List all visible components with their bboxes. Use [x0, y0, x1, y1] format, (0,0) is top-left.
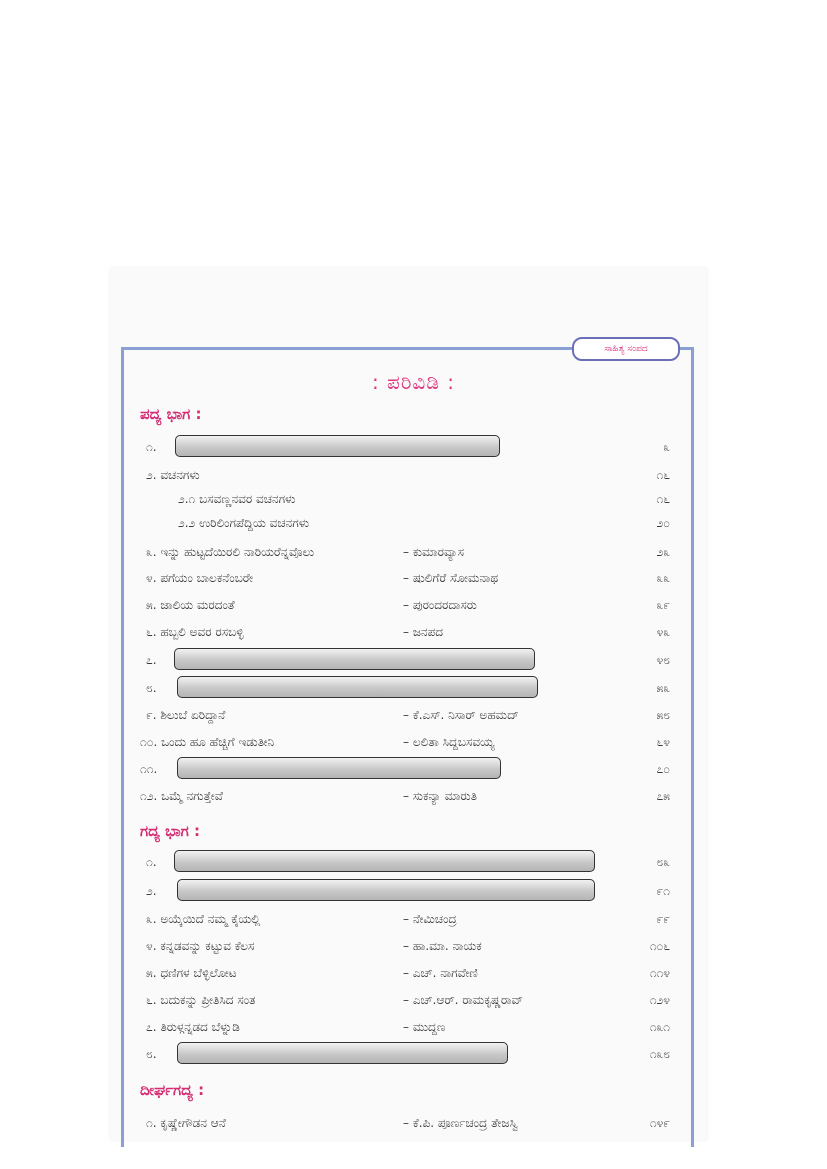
toc-label: ೪. ಪಗೆಯಂ ಬಾಲಕನೆಂಬರೇ — [146, 571, 254, 585]
toc-label: ೬. ಹಬ್ಬಲಿ ಅವರ ರಸಬಳ್ಳಿ — [146, 625, 244, 639]
toc-row — [0, 648, 827, 672]
toc-label: ೮. — [146, 1047, 157, 1061]
toc-author: – ಪುರಂದರದಾಸರು — [403, 598, 477, 612]
page-title: : ಪರಿವಿಡಿ : — [371, 370, 456, 394]
toc-page-number: ೯೯ — [656, 912, 670, 926]
toc-page-number: ೯೧ — [656, 884, 670, 898]
toc-author: – ಹಾ.ಮಾ. ನಾಯಕ — [403, 939, 482, 953]
section-heading-dirghagadya: ದೀರ್ಘಗದ್ಯ : — [140, 1081, 205, 1099]
toc-page-number: ೧೬ — [656, 468, 670, 482]
toc-label: ೫. ಜಾಲಿಯ ಮರದಂತೆ — [146, 598, 235, 612]
toc-label: ೭. ತಿರುಳ್ಗನ್ನಡದ ಬೆಳ್ನುಡಿ — [146, 1020, 240, 1034]
series-tag: ಸಾಹಿತ್ಯ ಸಂಪದ — [572, 337, 680, 361]
toc-page-number: ೭೦ — [656, 762, 670, 776]
toc-row — [0, 988, 827, 1012]
section-heading-gadya: ಗದ್ಯ ಭಾಗ : — [140, 822, 200, 840]
toc-page-number: ೨೩ — [656, 545, 670, 559]
toc-label: ೧. ಕೃಷ್ಣೇಗೌಡನ ಆನೆ — [146, 1116, 226, 1130]
toc-row — [0, 879, 827, 903]
redaction-bar — [177, 1042, 508, 1064]
toc-row — [0, 593, 827, 617]
toc-author: – ಎಚ್.ಆರ್. ರಾಮಕೃಷ್ಣರಾವ್ — [403, 993, 524, 1007]
toc-row — [0, 487, 827, 511]
toc-label: ೯. ಶಿಲುಬೆ ಏರಿದ್ದಾನೆ — [146, 708, 226, 722]
toc-row — [0, 435, 827, 459]
toc-author: – ಷುಲಿಗೆರೆ ಸೋಮನಾಥ — [403, 571, 499, 585]
toc-page-number: ೩೩ — [656, 571, 670, 585]
toc-row — [0, 1111, 827, 1135]
toc-row — [0, 850, 827, 874]
redaction-bar — [177, 879, 595, 901]
toc-page-number: ೧೩೧ — [649, 1020, 670, 1034]
toc-label: ೮. — [146, 681, 157, 695]
toc-page-number: ೨೦ — [656, 516, 670, 530]
toc-author: – ನೇಮಿಚಂದ್ರ — [403, 912, 457, 926]
toc-page-number: ೭೫ — [656, 789, 670, 803]
redaction-bar — [177, 757, 501, 779]
toc-page-number: ೮೩ — [656, 855, 670, 869]
toc-author: – ಸುಕನ್ಯಾ ಮಾರುತಿ — [403, 789, 477, 803]
toc-page-number: ೬೪ — [656, 735, 670, 749]
toc-label: ೧೦. ಒಂದು ಹೂ ಹೆಚ್ಚಿಗೆ ಇಡುತೀನಿ — [140, 735, 275, 749]
toc-label: ೪. ಕನ್ನಡವನ್ನು ಕಟ್ಟುವ ಕೆಲಸ — [146, 939, 255, 953]
toc-author: – ಎಚ್. ನಾಗವೇಣಿ — [403, 966, 478, 980]
toc-row — [0, 961, 827, 985]
toc-row — [0, 566, 827, 590]
toc-row — [0, 934, 827, 958]
toc-row — [0, 784, 827, 808]
toc-page-number: ೧೬ — [656, 492, 670, 506]
toc-page-number: ೧೩೮ — [649, 1047, 670, 1061]
toc-label: ೧೨. ಒಮ್ಮೆ ನಗುತ್ತೇವೆ — [140, 789, 223, 803]
toc-page-number: ೧೨೪ — [649, 993, 670, 1007]
redaction-bar — [175, 435, 500, 457]
toc-author: – ಮುದ್ದಣ — [403, 1020, 446, 1034]
toc-page-number: ೫೮ — [656, 708, 670, 722]
redaction-bar — [174, 850, 595, 872]
toc-label: ೫. ಧಣಿಗಳ ಬೆಳ್ಳಿಲೋಟ — [146, 966, 237, 980]
toc-row — [0, 730, 827, 754]
toc-label: ೩. ಅಯ್ಕೆಯಿದೆ ನಮ್ಮ ಕೈಯಲ್ಲಿ — [146, 912, 261, 926]
toc-label: ೧. — [146, 440, 157, 454]
toc-page-number: ೧೦೬ — [649, 939, 670, 953]
toc-author: – ಕೆ.ಎಸ್. ನಿಸಾರ್ ಅಹಮದ್ — [403, 708, 519, 722]
toc-row — [0, 676, 827, 700]
toc-label: ೭. — [146, 653, 157, 667]
toc-row — [0, 703, 827, 727]
toc-label: ೨.೨ ಉರಿಲಿಂಗಪೆದ್ದಿಯ ವಚನಗಳು — [178, 516, 310, 530]
toc-label: ೨. — [146, 884, 157, 898]
toc-row — [0, 511, 827, 535]
toc-page-number: ೪೩ — [656, 625, 670, 639]
toc-label: ೨. ವಚನಗಳು — [146, 468, 200, 482]
toc-page-number: ೩ — [663, 440, 670, 454]
toc-row — [0, 757, 827, 781]
toc-label: ೧೧. — [140, 762, 158, 776]
toc-author: – ಕುಮಾರವ್ಯಾಸ — [403, 545, 464, 559]
toc-page-number: ೪೮ — [656, 653, 670, 667]
toc-label: ೨.೧ ಬಸವಣ್ಣನವರ ವಚನಗಳು — [178, 492, 296, 506]
toc-row — [0, 620, 827, 644]
toc-page-number: ೫೩ — [656, 681, 670, 695]
redaction-bar — [177, 676, 538, 698]
redaction-bar — [174, 648, 535, 670]
toc-author: – ಕೆ.ಪಿ. ಪೂರ್ಣಚಂದ್ರ ತೇಜಸ್ವಿ — [403, 1116, 518, 1130]
toc-author: – ಜನಪದ — [403, 625, 443, 639]
toc-page-number: ೧೧೪ — [649, 966, 670, 980]
toc-label: ೧. — [146, 855, 157, 869]
toc-row — [0, 463, 827, 487]
toc-author: – ಲಲಿತಾ ಸಿದ್ದಬಸವಯ್ಯ — [403, 735, 495, 749]
toc-row — [0, 907, 827, 931]
toc-page-number: ೧೪೯ — [649, 1116, 670, 1130]
toc-label: ೬. ಬದುಕನ್ನು ಪ್ರೀತಿಸಿದ ಸಂತ — [146, 993, 256, 1007]
toc-row — [0, 540, 827, 564]
toc-row — [0, 1042, 827, 1066]
toc-page-number: ೩೯ — [656, 598, 670, 612]
toc-label: ೩. ಇನ್ನು ಹುಟ್ಟದೆಯಿರಲಿ ನಾರಿಯರೆನ್ನವೊಲು — [146, 545, 315, 559]
section-heading-padya: ಪದ್ಯ ಭಾಗ : — [140, 405, 202, 423]
toc-row — [0, 1015, 827, 1039]
